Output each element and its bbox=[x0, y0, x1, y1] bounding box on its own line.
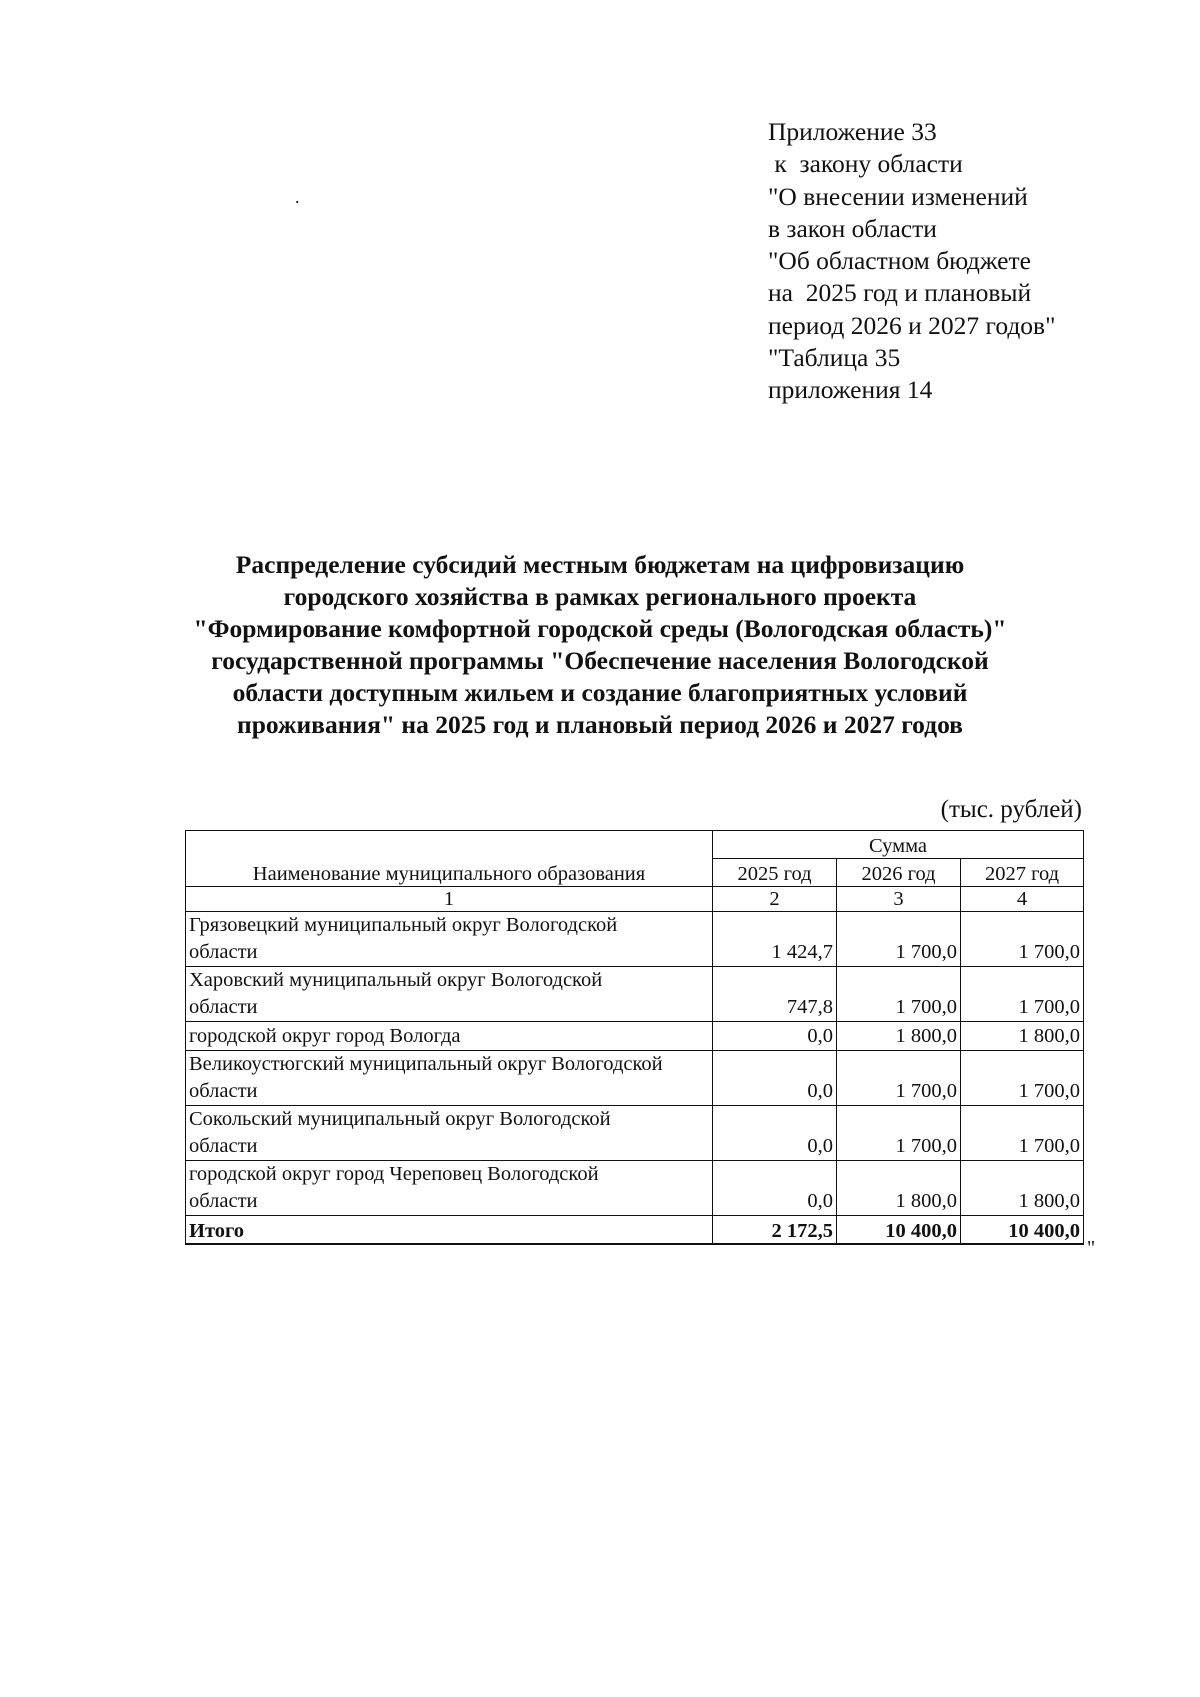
value-2025: 0,0 bbox=[713, 1051, 837, 1106]
value-2026: 1 800,0 bbox=[837, 1161, 961, 1216]
value-2027: 1 800,0 bbox=[961, 1022, 1084, 1051]
title-line: области доступным жильем и создание благоприятных условий bbox=[232, 678, 968, 707]
name-line: области bbox=[189, 941, 258, 963]
municipality-name bbox=[186, 912, 713, 967]
header-sum: Сумма bbox=[713, 831, 1084, 859]
header-year-2025: 2025 год bbox=[713, 859, 837, 887]
name-line: области bbox=[189, 1135, 258, 1157]
stray-mark: . bbox=[295, 187, 300, 207]
table-row bbox=[186, 967, 1084, 1022]
annex-line: период 2026 и 2027 годов" bbox=[768, 310, 1056, 340]
value-2026: 1 800,0 bbox=[837, 1022, 961, 1051]
annex-line: к закону области bbox=[768, 149, 963, 179]
value-2026: 1 700,0 bbox=[837, 967, 961, 1022]
annex-line: "О внесении изменений bbox=[768, 181, 1028, 211]
title-line: городского хозяйства в рамках регионального проекта bbox=[283, 582, 917, 611]
title-line: проживания" на 2025 год и плановый период 2026 и 2027 годов bbox=[237, 710, 963, 739]
subsidy-table bbox=[185, 830, 1084, 1245]
table-row bbox=[186, 912, 1084, 967]
header-year-2026: 2026 год bbox=[837, 859, 961, 887]
annex-line: приложения 14 bbox=[768, 375, 933, 405]
annex-line: "Таблица 35 bbox=[768, 343, 901, 373]
annex-line: Приложение 33 bbox=[768, 117, 937, 146]
value-2025: 747,8 bbox=[713, 967, 837, 1022]
title-line: Распределение субсидий местным бюджетам на цифровизацию bbox=[235, 550, 965, 579]
value-2026: 1 700,0 bbox=[837, 912, 961, 967]
value-2025: 0,0 bbox=[713, 1161, 837, 1216]
name-line: Грязовецкий муниципальный округ Вологодской bbox=[189, 914, 618, 936]
table-row bbox=[186, 1051, 1084, 1106]
header-row bbox=[186, 831, 1084, 859]
title-line: государственной программы "Обеспечение населения Вологодской bbox=[211, 646, 989, 675]
municipality-name bbox=[186, 967, 713, 1022]
annex-line: в закон области bbox=[768, 213, 937, 243]
value-2027: 1 700,0 bbox=[961, 912, 1084, 967]
name-line: Великоустюгский муниципальный округ Вологодской bbox=[189, 1053, 663, 1075]
header-municipality: Наименование муниципального образования bbox=[186, 831, 713, 887]
value-2026: 1 700,0 bbox=[837, 1106, 961, 1161]
total-label: Итого bbox=[186, 1216, 713, 1245]
column-number: 3 bbox=[837, 887, 961, 912]
municipality-name bbox=[186, 1051, 713, 1106]
name-line: городской округ город Череповец Вологодской bbox=[189, 1163, 599, 1185]
closing-quote: " bbox=[1087, 1237, 1096, 1259]
name-line: Харовский муниципальный округ Вологодской bbox=[189, 969, 603, 991]
name-line: области bbox=[189, 1190, 258, 1212]
value-2026: 1 700,0 bbox=[837, 1051, 961, 1106]
title-line: "Формирование комфортной городской среды (Вологодская область)" bbox=[193, 614, 1007, 643]
document-title bbox=[150, 549, 1050, 741]
column-number: 4 bbox=[961, 887, 1084, 912]
value-2025: 0,0 bbox=[713, 1022, 837, 1051]
table-row bbox=[186, 1106, 1084, 1161]
total-2026: 10 400,0 bbox=[837, 1216, 961, 1245]
column-number-row bbox=[186, 887, 1084, 912]
value-2025: 1 424,7 bbox=[713, 912, 837, 967]
value-2027: 1 700,0 bbox=[961, 967, 1084, 1022]
value-2025: 0,0 bbox=[713, 1106, 837, 1161]
annex-line: на 2025 год и плановый bbox=[768, 278, 1032, 308]
value-2027: 1 700,0 bbox=[961, 1106, 1084, 1161]
value-2027: 1 700,0 bbox=[961, 1051, 1084, 1106]
header-year-2027: 2027 год bbox=[961, 859, 1084, 887]
value-2027: 1 800,0 bbox=[961, 1161, 1084, 1216]
units-label: (тыс. рублей) bbox=[940, 796, 1082, 823]
annex-reference bbox=[768, 116, 1056, 407]
annex-line: "Об областном бюджете bbox=[768, 246, 1031, 276]
name-line: области bbox=[189, 1080, 258, 1102]
column-number: 1 bbox=[186, 887, 713, 912]
municipality-name: городской округ город Вологда bbox=[186, 1022, 713, 1051]
total-2027: 10 400,0 bbox=[961, 1216, 1084, 1245]
name-line: Сокольский муниципальный округ Вологодской bbox=[189, 1108, 611, 1130]
total-2025: 2 172,5 bbox=[713, 1216, 837, 1245]
name-line: области bbox=[189, 996, 258, 1018]
column-number: 2 bbox=[713, 887, 837, 912]
municipality-name bbox=[186, 1106, 713, 1161]
municipality-name bbox=[186, 1161, 713, 1216]
table-row bbox=[186, 1022, 1084, 1051]
total-row bbox=[186, 1216, 1084, 1245]
table-row bbox=[186, 1161, 1084, 1216]
